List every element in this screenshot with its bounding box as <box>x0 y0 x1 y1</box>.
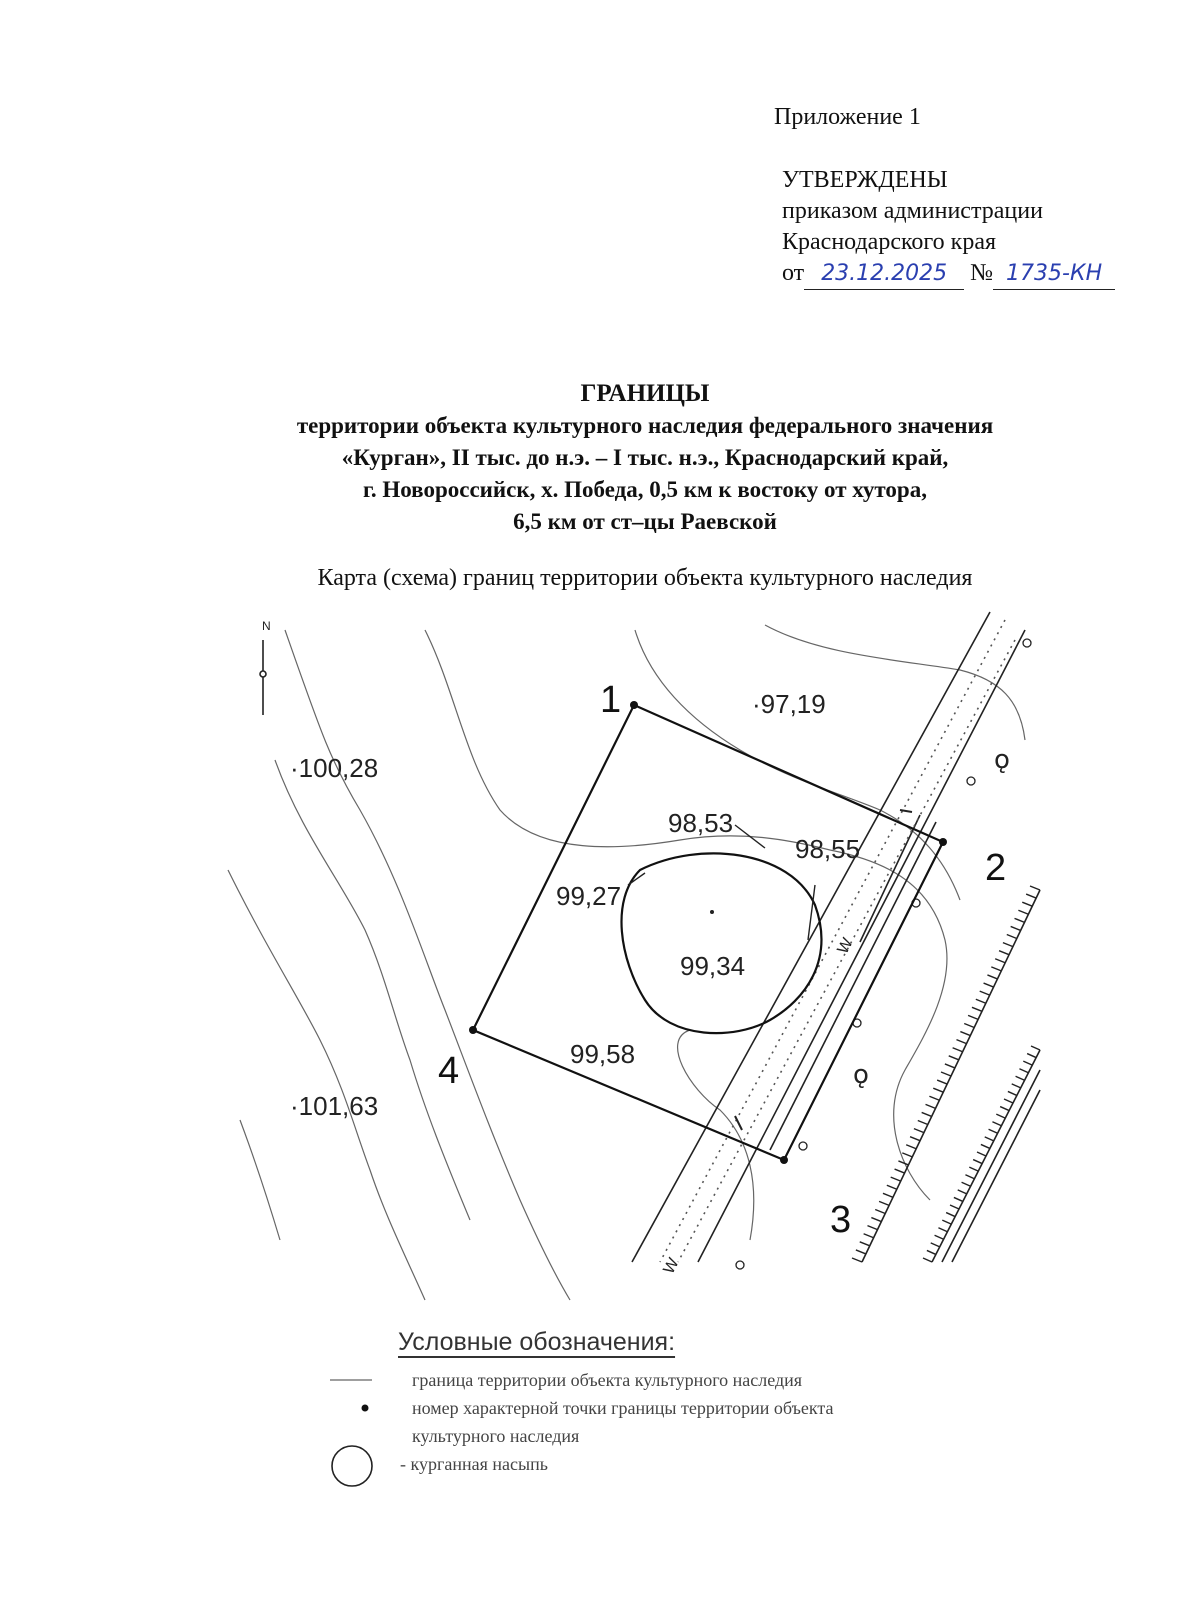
hatch-tick <box>954 1197 963 1201</box>
hatch-tick <box>953 1048 963 1052</box>
approved-heading: УТВЕРЖДЕНЫ <box>782 167 948 193</box>
embankment-line <box>942 1070 1040 1262</box>
elevation-label: 99,27 <box>556 881 622 911</box>
boundary-point-4 <box>469 1026 477 1034</box>
point-label-2: 2 <box>985 847 1007 889</box>
hatch-tick <box>1016 1076 1025 1080</box>
hatch-tick <box>946 1213 955 1217</box>
hatch-tick <box>973 1160 982 1164</box>
hatch-tick <box>923 1258 932 1262</box>
boundary-point-3 <box>780 1156 788 1164</box>
hatch-tick <box>1008 1091 1017 1095</box>
hatch-tick <box>938 1228 947 1232</box>
hatch-tick <box>852 1258 862 1262</box>
map-caption: Карта (схема) границ территории объекта культурного наследия <box>317 565 973 591</box>
pole-marker <box>799 1142 807 1150</box>
pole-marker <box>736 1261 744 1269</box>
hatch-tick <box>867 1226 877 1230</box>
hatch-tick <box>1031 1046 1040 1050</box>
hatch-tick <box>918 1121 928 1125</box>
hatch-tick <box>1022 902 1032 906</box>
hatch-tick <box>906 1145 916 1149</box>
hatch-tick <box>999 951 1009 955</box>
hatch-tick <box>962 1182 971 1186</box>
hatch-tick <box>1018 910 1028 914</box>
hatch-tick <box>929 1096 939 1100</box>
hatch-tick <box>1015 918 1025 922</box>
title-line-3: г. Новороссийск, х. Победа, 0,5 км к востоку от хутора, <box>363 477 927 502</box>
contour-line <box>285 630 570 1300</box>
hatch-tick <box>927 1250 936 1254</box>
legend-point-label: номер характерной точки границы территории объекта <box>412 1398 834 1418</box>
north-arrow <box>260 640 266 715</box>
utility-label: W <box>660 1255 683 1277</box>
dotted-lines <box>660 620 1015 1262</box>
elevation-label: ·97,19 <box>752 689 826 719</box>
hatch-tick <box>875 1209 885 1213</box>
hatch-tick <box>935 1235 944 1239</box>
road-line <box>698 630 1025 1262</box>
elevation-label: ·101,63 <box>290 1091 379 1121</box>
hatch-tick <box>945 1064 955 1068</box>
hatch-tick <box>981 1144 990 1148</box>
kurgan-mound <box>621 853 821 1033</box>
date-prefix: от <box>782 260 805 286</box>
title-line-1: территории объекта культурного наследия федерального значения <box>296 413 994 438</box>
tick-mark <box>735 1116 742 1130</box>
hatch-tick <box>1030 886 1040 890</box>
hatch-tick <box>968 1015 978 1019</box>
hatch-tick <box>977 1152 986 1156</box>
hatch-tick <box>883 1193 893 1197</box>
hatch-tick <box>992 1122 1001 1126</box>
utility-label: W <box>834 935 857 957</box>
hatch-tick <box>887 1185 897 1189</box>
hatch-tick <box>995 959 1005 963</box>
hatch-tick <box>914 1129 924 1133</box>
boundary-point-2 <box>939 838 947 846</box>
legend-mound-label: - курганная насыпь <box>400 1454 548 1474</box>
hatch-tick <box>942 1220 951 1224</box>
elevation-label: ·100,28 <box>290 753 379 783</box>
legend-point-symbol <box>362 1405 369 1412</box>
hatch-tick <box>922 1112 932 1116</box>
hatch-tick <box>864 1234 874 1238</box>
hatch-tick <box>972 1007 982 1011</box>
contour-line <box>275 760 470 1220</box>
hatch-tick <box>976 999 986 1003</box>
center-point <box>710 910 714 914</box>
hatch-tick <box>987 975 997 979</box>
north-arrow-point <box>260 671 266 677</box>
contour-line <box>228 870 425 1300</box>
point-label-1: 1 <box>600 679 622 721</box>
hatch-tick <box>958 1190 967 1194</box>
hatch-tick <box>965 1175 974 1179</box>
hatch-tick <box>949 1056 959 1060</box>
title-line-2: «Курган», II тыс. до н.э. – I тыс. н.э., Краснодарский край, <box>341 445 949 470</box>
hatch-tick <box>1000 1107 1009 1111</box>
dotted-line <box>660 620 1005 1262</box>
contour-line <box>425 630 947 1200</box>
legend-mound-symbol <box>332 1446 372 1486</box>
hatch-tick <box>891 1177 901 1181</box>
hatch-tick <box>960 1032 970 1036</box>
pole-marker <box>967 777 975 785</box>
hatch-tick <box>989 1129 998 1133</box>
hatch-tick <box>879 1201 889 1205</box>
point-label-3: 3 <box>830 1199 852 1241</box>
road-line <box>770 822 936 1150</box>
title-line-4: 6,5 км от ст–цы Раевской <box>513 509 777 534</box>
hatch-tick <box>996 1114 1005 1118</box>
embankment-hatch <box>923 1046 1040 1262</box>
handwritten-number: 1735-КН <box>1006 261 1103 286</box>
hatch-tick <box>984 983 994 987</box>
hatch-tick <box>991 967 1001 971</box>
elevation-label: 99,58 <box>570 1039 636 1069</box>
hatch-tick <box>931 1243 940 1247</box>
hatch-tick <box>1023 1061 1032 1065</box>
hatch-tick <box>1007 935 1017 939</box>
pole-marker <box>1023 639 1031 647</box>
hatch-tick <box>902 1153 912 1157</box>
hatch-tick <box>856 1250 866 1254</box>
boundary-points <box>469 701 947 1164</box>
hatch-tick <box>985 1137 994 1141</box>
hatch-tick <box>910 1137 920 1141</box>
handwritten-date: 23.12.2025 <box>821 261 948 286</box>
contour-line <box>240 1120 280 1240</box>
hatch-tick <box>950 1205 959 1209</box>
heritage-boundary <box>473 705 943 1160</box>
elevation-label: 99,34 <box>680 951 746 981</box>
hatch-tick <box>1003 943 1013 947</box>
legend-point-label-cont: культурного наследия <box>412 1426 580 1446</box>
hatch-tick <box>1019 1069 1028 1073</box>
hatch-tick <box>871 1218 881 1222</box>
appendix-label: Приложение 1 <box>774 104 921 130</box>
order-line-2: Краснодарского края <box>782 229 997 255</box>
order-line-1: приказом администрации <box>782 198 1043 224</box>
title-heading: ГРАНИЦЫ <box>580 380 710 407</box>
boundary-point-1 <box>630 701 638 709</box>
hatch-tick <box>933 1088 943 1092</box>
hatch-tick <box>1027 1054 1036 1058</box>
hatch-tick <box>1026 894 1036 898</box>
legend-boundary-label: граница территории объекта культурного наследия <box>412 1370 803 1390</box>
hatch-tick <box>964 1023 974 1027</box>
hatch-tick <box>941 1072 951 1076</box>
contour-lines <box>228 625 1025 1300</box>
hatch-tick <box>895 1169 905 1173</box>
hatch-tick <box>926 1104 936 1108</box>
hatch-tick <box>937 1080 947 1084</box>
road-lines <box>632 612 1025 1262</box>
elevation-label: 98,55 <box>795 834 861 864</box>
elevation-label: 98,53 <box>668 808 734 838</box>
embankment-line <box>952 1090 1040 1262</box>
hatch-tick <box>956 1040 966 1044</box>
north-label: N <box>262 619 271 633</box>
number-prefix: № <box>970 260 994 286</box>
hatch-tick <box>1004 1099 1013 1103</box>
hatch-tick <box>1012 1084 1021 1088</box>
tree-symbol: ǫ <box>853 1060 869 1090</box>
tree-symbol: ǫ <box>994 745 1010 775</box>
legend-title: Условные обозначения: <box>398 1328 676 1356</box>
hatch-tick <box>969 1167 978 1171</box>
hatch-tick <box>980 991 990 995</box>
hatch-tick <box>1011 926 1021 930</box>
hatch-tick <box>860 1242 870 1246</box>
road-line <box>860 815 920 942</box>
contour-line <box>765 625 1025 740</box>
point-label-4: 4 <box>438 1050 460 1092</box>
